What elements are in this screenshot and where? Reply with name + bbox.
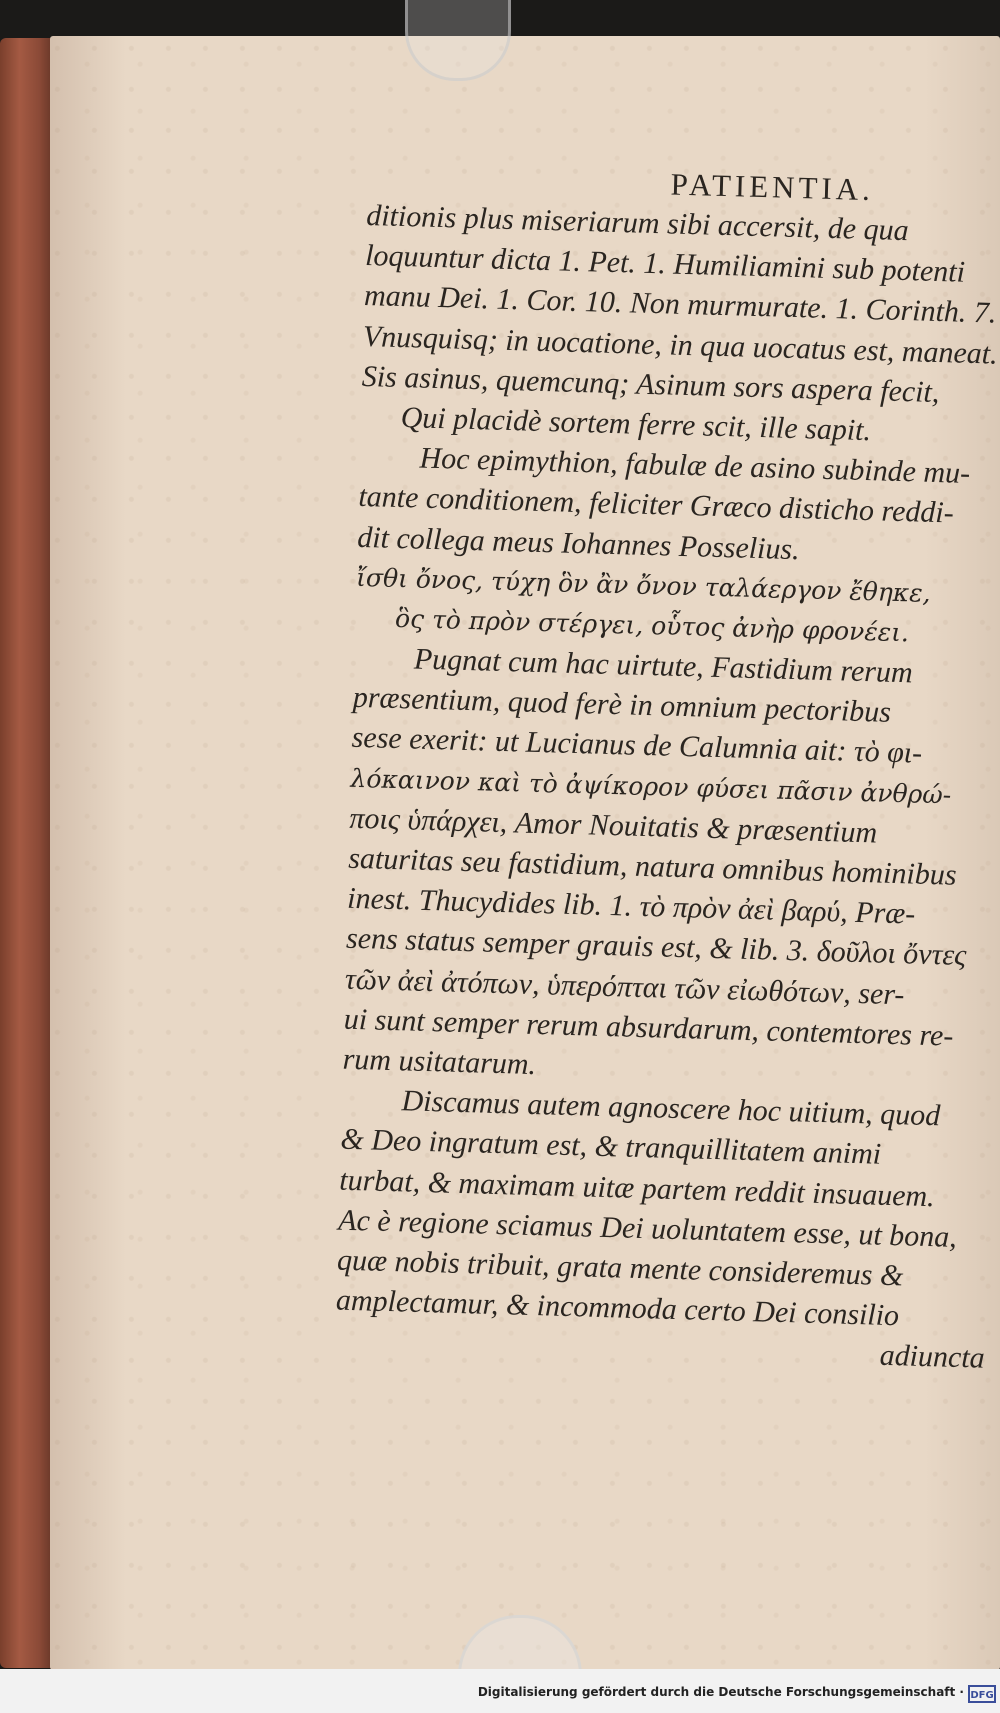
text-line: inest. Thucydides lib. 1. τὸ πρὸν ἀεὶ βαρύ, Præ- <box>346 881 916 931</box>
text-line: Hoc epimythion, fabulæ de asino subinde mu- <box>419 441 971 491</box>
catchword: adiuncta <box>879 1339 986 1375</box>
footer-bar <box>0 1669 1000 1713</box>
greek-line: λόκαινον καὶ τὸ ἀψίκορον φύσει πᾶσιν ἀνθρώ- <box>350 763 952 810</box>
text-line: Sis asinus, quemcunq; Asinum sors aspera fecit, <box>361 359 940 409</box>
text-line: Qui placidè sortem ferre scit, ille sapit. <box>400 400 872 448</box>
greek-line: ἴσθι ὄνος, τύχη ὃν ἂν ὄνον ταλάεργον ἔθηκε, <box>355 562 931 608</box>
funding-notice: Digitalisierung gefördert durch die Deutsche Forschungsgemeinschaft · <box>477 1685 964 1699</box>
text-line: tante conditionem, feliciter Græco disticho reddi- <box>358 480 955 530</box>
page-edge <box>0 38 56 1668</box>
text-line: Ac è regione sciamus Dei uoluntatem esse, ut bona, <box>337 1203 958 1254</box>
text-line: turbat, & maximam uitæ partem reddit insuauem. <box>338 1163 936 1213</box>
text-line: manu Dei. 1. Cor. 10. Non murmurate. 1. Corinth. 7. <box>363 279 997 330</box>
greek-line: ὃς τὸ πρὸν στέργει, οὗτος ἀνὴρ φρονέει. <box>394 603 910 648</box>
text-line: ditionis plus miseriarum sibi accersit, de qua <box>365 198 910 248</box>
text-line: τῶν ἀεὶ ἀτόπων, ὑπερόπται τῶν εἰωθότων, ser- <box>344 962 905 1011</box>
text-line: amplectamur, & incommoda certo Dei consilio <box>335 1283 900 1333</box>
text-line: ui sunt semper rerum absurdarum, contemtores re- <box>343 1002 954 1053</box>
text-line: loquuntur dicta 1. Pet. 1. Humiliamini sub potenti <box>364 239 966 289</box>
text-line: Vnusquisq; in uocatione, in qua uocatus est, maneat. <box>362 319 999 371</box>
text-line: quæ nobis tribuit, grata mente consideremus & <box>336 1243 904 1293</box>
text-line: ποις ὑπάρχει, Amor Nouitatis & præsentium <box>349 801 878 850</box>
book-page <box>50 36 1000 1670</box>
text-line: præsentium, quod ferè in omnium pectoribus <box>352 681 892 730</box>
dfg-logo-icon: DFG <box>968 1685 996 1703</box>
text-line: Discamus autem agnoscere hoc uitium, quod <box>401 1084 941 1133</box>
text-line: sens status semper grauis est, & lib. 3. δοῦλοι ὄντες <box>345 922 967 973</box>
text-line: saturitas seu fastidium, natura omnibus hominibus <box>347 841 958 892</box>
running-head: PATIENTIA. <box>670 166 875 208</box>
page-text <box>334 156 1000 1379</box>
text-line: dit collega meus Iohannes Posselius. <box>356 520 801 566</box>
text-line: & Deo ingratum est, & tranquillitatem animi <box>340 1122 882 1172</box>
text-line: sese exerit: ut Lucianus de Calumnia ait: τὸ φι- <box>351 721 923 771</box>
text-line: rum usitatarum. <box>342 1042 537 1081</box>
text-line: Pugnat cum hac uirtute, Fastidium rerum <box>413 642 914 690</box>
